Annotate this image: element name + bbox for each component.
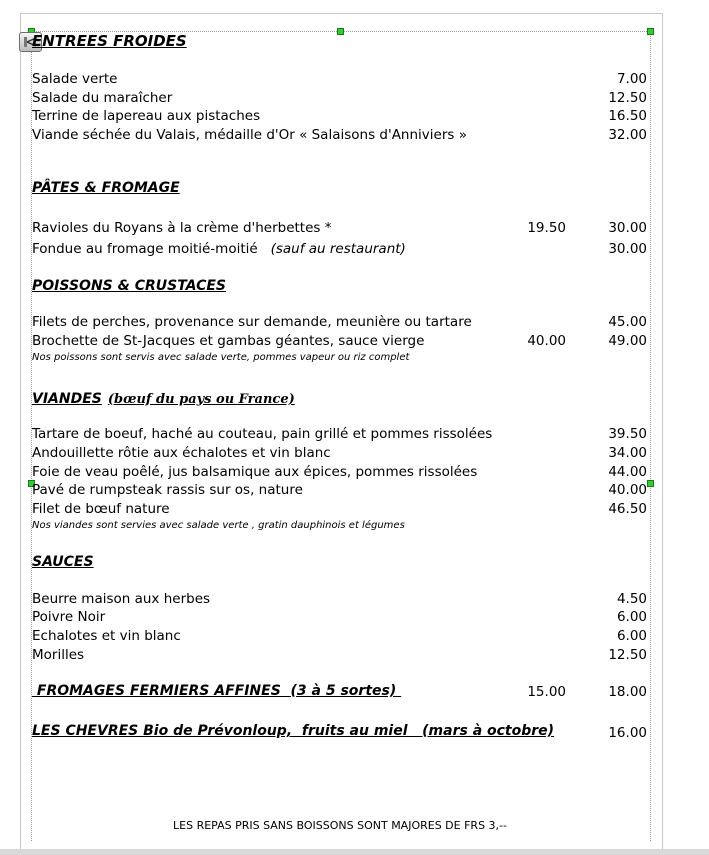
menu-item: Ravioles du Royans à la crème d'herbettes * — [32, 220, 332, 236]
menu-item-note: (sauf au restaurant) — [270, 241, 406, 257]
section-heading-viandes — [32, 391, 295, 407]
section-title: VIANDES — [32, 391, 102, 407]
menu-item-price: 46.50 — [608, 501, 647, 517]
section-heading-pates: PÂTES & FROMAGE — [32, 180, 180, 196]
menu-item-price: 45.00 — [608, 314, 647, 330]
selection-handle-top-right[interactable] — [647, 28, 654, 35]
menu-item: Echalotes et vin blanc — [32, 628, 181, 644]
section-heading-sauces: SAUCES — [32, 554, 94, 570]
menu-item-price: 18.00 — [608, 684, 647, 700]
menu-item: Tartare de boeuf, haché au couteau, pain grillé et pommes rissolées — [32, 426, 493, 442]
section-subtitle: (bœuf du pays ou France) — [107, 392, 295, 407]
section-footnote: Nos viandes sont servies avec salade verte , gratin dauphinois et légumes — [32, 520, 405, 531]
menu-item-price: 7.00 — [616, 71, 647, 87]
menu-item-price: 16.50 — [608, 108, 647, 124]
menu-item-price: 12.50 — [608, 90, 647, 106]
menu-item: Brochette de St-Jacques et gambas géantes, sauce vierge — [32, 333, 425, 349]
menu-item: Poivre Noir — [32, 609, 106, 625]
footer-note: LES REPAS PRIS SANS BOISSONS SONT MAJORES DE FRS 3,-- — [173, 819, 507, 832]
menu-item-price: 6.00 — [616, 628, 647, 644]
menu-item-price: 30.00 — [608, 241, 647, 257]
menu-item: Foie de veau poêlé, jus balsamique aux épices, pommes rissolées — [32, 464, 478, 480]
menu-item-price: 40.00 — [608, 482, 647, 498]
menu-item-price: 39.50 — [608, 426, 647, 442]
menu-item-name: Fondue au fromage moitié-moitié — [32, 241, 258, 257]
menu-item-price-small: 40.00 — [527, 333, 566, 349]
menu-item-price: 16.00 — [608, 725, 647, 741]
menu-item — [32, 241, 406, 257]
menu-item-price: 4.50 — [616, 591, 647, 607]
selection-handle-top-center[interactable] — [337, 28, 344, 35]
menu-item-price-small: 19.50 — [527, 220, 566, 236]
section-heading-entrees: ENTREES FROIDES — [32, 32, 187, 50]
menu-item-price-small: 15.00 — [527, 684, 566, 700]
menu-item: Viande séchée du Valais, médaille d'Or « Salaisons d'Anniviers » — [32, 127, 467, 143]
menu-item: Pavé de rumpsteak rassis sur os, nature — [32, 482, 303, 498]
menu-item: Andouillette rôtie aux échalotes et vin blanc — [32, 445, 331, 461]
menu-item-price: 12.50 — [608, 647, 647, 663]
selection-handle-middle-right[interactable] — [647, 480, 654, 487]
horizontal-scrollbar[interactable] — [0, 849, 709, 855]
section-heading-chevres: LES CHEVRES Bio de Prévonloup, fruits au miel (mars à octobre) — [32, 723, 555, 739]
menu-item-price: 6.00 — [616, 609, 647, 625]
menu-item-price: 34.00 — [608, 445, 647, 461]
menu-item-price: 49.00 — [608, 333, 647, 349]
menu-item: Morilles — [32, 647, 85, 663]
menu-item: Salade du maraîcher — [32, 90, 173, 106]
menu-item: Beurre maison aux herbes — [32, 591, 211, 607]
menu-item-price: 44.00 — [608, 464, 647, 480]
menu-item-price: 32.00 — [608, 127, 647, 143]
section-footnote: Nos poissons sont servis avec salade verte, pommes vapeur ou riz complet — [32, 352, 410, 363]
section-heading-poissons: POISSONS & CRUSTACES — [32, 278, 226, 294]
menu-item: Filet de bœuf nature — [32, 501, 170, 517]
menu-item: Filets de perches, provenance sur demande, meunière ou tartare — [32, 314, 472, 330]
section-heading-fromages: FROMAGES FERMIERS AFFINES (3 à 5 sortes) — [32, 683, 402, 699]
menu-item-price: 30.00 — [608, 220, 647, 236]
text-frame-right-border — [650, 31, 651, 841]
menu-item: Salade verte — [32, 71, 118, 87]
menu-item: Terrine de lapereau aux pistaches — [32, 108, 261, 124]
